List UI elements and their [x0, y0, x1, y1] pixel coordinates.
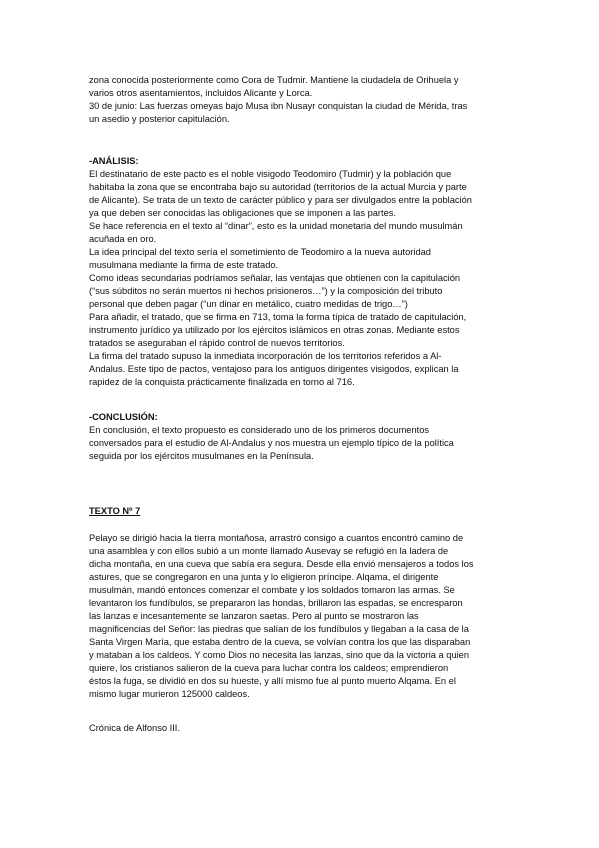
analysis-line: Andalus. Este tipo de pactos, ventajoso para los antiguos dirigentes visigodos, explican la — [89, 364, 459, 374]
analysis-line: ya que deben ser conocidas las obligaciones que se imponen a las partes. — [89, 208, 396, 218]
conclusion-line: En conclusión, el texto propuesto es considerado uno de los primeros documentos — [89, 425, 430, 435]
text7-line: astures, que se congregaron en una junta y lo eligieron príncipe. Alqama, el dirigente — [89, 572, 439, 582]
intro-line: 30 de junio: Las fuerzas omeyas bajo Musa ibn Nusayr conquistan la ciudad de Mérida, tras — [89, 101, 468, 111]
analysis-line: habitaba la zona que se encontraba bajo su autoridad (territorios de la actual Murcia y parte — [89, 182, 467, 192]
analysis-line: musulmana mediante la firma de este tratado. — [89, 260, 279, 270]
analysis-line: acuñada en oro. — [89, 234, 157, 244]
text7-section — [89, 505, 521, 518]
conclusion-line: seguida por los ejércitos musulmanes en la Península. — [89, 451, 314, 461]
analysis-line: de Alicante). Se trata de un texto de carácter público y para ser divulgados entre la población — [89, 195, 472, 205]
conclusion-heading: -CONCLUSIÓN: — [89, 412, 158, 422]
analysis-line: (“sus súbditos no serán muertos ni hechos prisioneros…”) y la composición del tributo — [89, 286, 443, 296]
text7-line: levantaron los fundíbulos, se prepararon las hondas, brillaron las espadas, se encresparon — [89, 598, 463, 608]
text7-line: éstos la fuga, se dividió en dos su hueste, y allí mismo fue al punto muerto Alqama. En el — [89, 676, 456, 686]
intro-line: un asedio y posterior capitulación. — [89, 114, 230, 124]
source-line: Crónica de Alfonso III. — [89, 723, 180, 733]
text7-line: las lanzas e incesantemente se lanzaron saetas. Pero al punto se mostraron las — [89, 611, 419, 621]
conclusion-section — [89, 411, 521, 463]
text7-line: mismo lugar murieron 125000 caldeos. — [89, 689, 250, 699]
analysis-line: Para añadir, el tratado, que se firma en 713, toma la forma típica de tratado de capitulación, — [89, 312, 467, 322]
intro-paragraph — [89, 74, 521, 126]
analysis-heading: -ANÁLISIS: — [89, 156, 139, 166]
text7-line: Santa Virgen María, que estaba dentro de la cueva, se volvían contra los que las disparaban — [89, 637, 471, 647]
text7-line: dicha montaña, en una cueva que sabía era segura. Desde ella envió mensajeros a todos los — [89, 559, 474, 569]
text7-line: quiere, los cristianos salieron de la cueva para luchar contra los caldeos; emprendieron — [89, 663, 449, 673]
text7-heading: TEXTO Nº 7 — [89, 506, 141, 516]
analysis-line: tratados se aseguraban el rápido control de nuevos territorios. — [89, 338, 345, 348]
intro-line: varios otros asentamientos, incluidos Alicante y Lorca. — [89, 88, 313, 98]
analysis-line: El destinatario de este pacto es el noble visigodo Teodomiro (Tudmir) y la población que — [89, 169, 452, 179]
analysis-line: Como ideas secundarias podríamos señalar, las ventajas que obtienen con la capitulación — [89, 273, 461, 283]
analysis-line: personal que deben pagar (“un dinar en metálico, cuatro medidas de trigo…”) — [89, 299, 408, 309]
analysis-line: instrumento jurídico ya utilizado por los ejércitos islámicos en otras zonas. Mediante estos — [89, 325, 460, 335]
text7-line: magnificencias del Señor: las piedras que salían de los fundíbulos y llegaban a la casa de la — [89, 624, 469, 634]
analysis-line: rapidez de la conquista prácticamente finalizada en torno al 716. — [89, 377, 355, 387]
text7-line: una asamblea y con ellos subió a un monte llamado Ausevay se refugió en la ladera de — [89, 546, 449, 556]
analysis-line: La firma del tratado supuso la inmediata incorporación de los territorios referidos a Al- — [89, 351, 442, 361]
text7-line: musulmán, mandó entonces comenzar el combate y los soldados tomaron las armas. Se — [89, 585, 455, 595]
text7-line: y mataban a los caldeos. Y como Dios no necesita las lanzas, sino que da la victoria a quien — [89, 650, 470, 660]
analysis-line: Se hace referencia en el texto al “dinar”, esto es la unidad monetaria del mundo musulmán — [89, 221, 463, 231]
conclusion-line: conversados para el estudio de Al-Andalus y nos muestra un ejemplo típico de la política — [89, 438, 454, 448]
analysis-section — [89, 155, 521, 389]
intro-line: zona conocida posteriormente como Cora de Tudmir. Mantiene la ciudadela de Orihuela y — [89, 75, 459, 85]
text7-body — [89, 532, 521, 701]
text7-line: Pelayo se dirigió hacia la tierra montañosa, arrastró consigo a cuantos encontró camino de — [89, 533, 464, 543]
source-citation — [89, 722, 521, 735]
analysis-line: La idea principal del texto sería el sometimiento de Teodomiro a la nueva autoridad — [89, 247, 431, 257]
